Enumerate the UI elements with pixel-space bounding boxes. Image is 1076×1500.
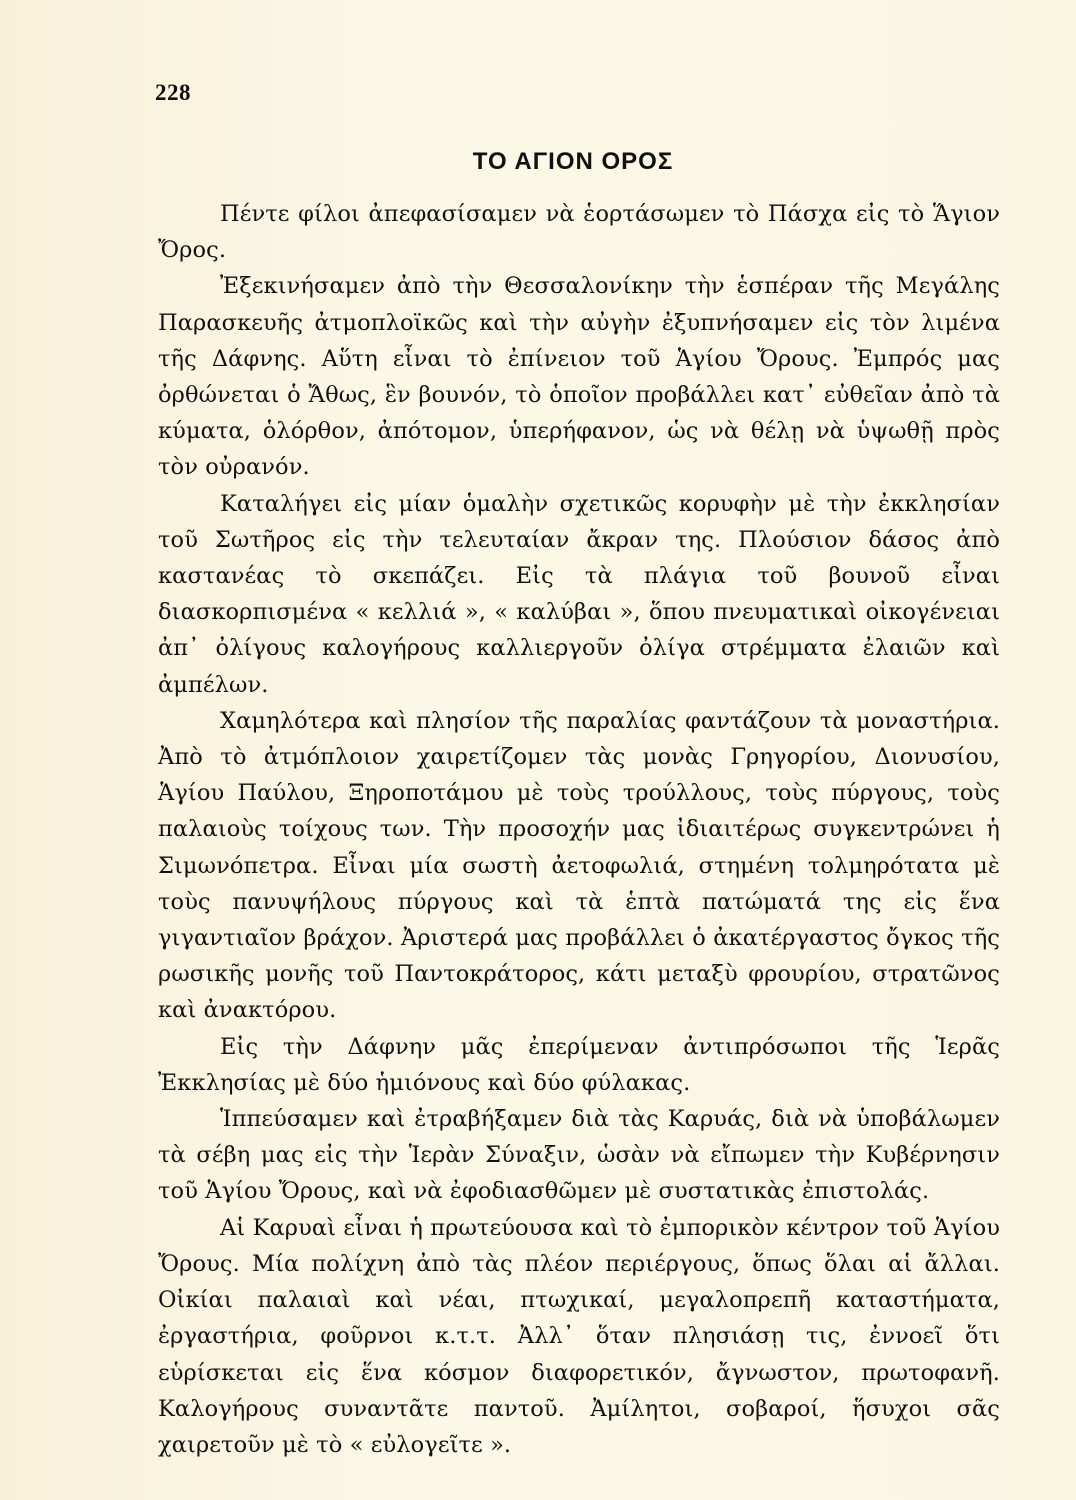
- paragraph: Χαμηλότερα καὶ πλησίον τῆς παραλίας φαντάζουν τὰ μοναστήρια. Ἀπὸ τὸ ἀτμόπλοιον χαιρετίζομεν τὰς μονὰς Γρηγορίου, Διονυσίου, Ἁγίου Παύλου, Ξηροποτάμου μὲ τοὺς τρούλλους, τοὺς πύργους, τοὺς παλαιοὺς τοίχους των. Τὴν προσοχήν μας ἰδιαιτέρως συγκεντρώνει ἡ Σιμωνόπετρα. Εἶναι μία σωστὴ ἀετοφωλιά, στημένη τολμηρότατα μὲ τοὺς πανυψήλους πύργους καὶ τὰ ἑπτὰ πατώματά της εἰς ἕνα γιγαντιαῖον βράχον. Ἀριστερά μας προβάλλει ὁ ἀκατέργαστος ὄγκος τῆς ρωσικῆς μονῆς τοῦ Παντοκράτορος, κάτι μεταξὺ φρουρίου, στρατῶνος καὶ ἀνακτόρου.: [158, 707, 1000, 1024]
- paragraph: Αἱ Καρυαὶ εἶναι ἡ πρωτεύουσα καὶ τὸ ἐμπορικὸν κέντρον τοῦ Ἁγίου Ὄρους. Μία πολίχνη ἀπὸ τὰς πλέον περιέργους, ὅπως ὅλαι αἱ ἄλλαι. Οἰκίαι παλαιαὶ καὶ νέαι, πτωχικαί, μεγαλοπρεπῆ καταστήματα, ἐργαστήρια, φοῦρνοι κ.τ.τ. Ἀλλ᾽ ὅταν πλησιάσῃ τις, ἐννοεῖ ὅτι εὑρίσκεται εἰς ἕνα κόσμον διαφορετικόν, ἄγνωστον, πρωτοφανῆ. Καλογήρους συναντᾶτε παντοῦ. Ἀμίλητοι, σοβαροί, ἥσυχοι σᾶς χαιρετοῦν μὲ τὸ « εὐλογεῖτε ».: [158, 1214, 1000, 1458]
- paragraph: Πέντε φίλοι ἀπεφασίσαμεν νὰ ἑορτάσωμεν τὸ Πάσχα εἰς τὸ Ἅγιον Ὄρος.: [158, 201, 1000, 264]
- paragraph: Ἱππεύσαμεν καὶ ἐτραβήξαμεν διὰ τὰς Καρυάς, διὰ νὰ ὑποβάλωμεν τὰ σέβη μας εἰς τὴν Ἱερὰν Σύναξιν, ὡσὰν νὰ εἴπωμεν τὴν Κυβέρνησιν τοῦ Ἁγίου Ὄρους, καὶ νὰ ἐφοδιασθῶμεν μὲ συστατικὰς ἐπιστολάς.: [158, 1106, 1000, 1205]
- paragraph: Καταλήγει εἰς μίαν ὁμαλὴν σχετικῶς κορυφὴν μὲ τὴν ἐκκλησίαν τοῦ Σωτῆρος εἰς τὴν τελευταίαν ἄκραν της. Πλούσιον δάσος ἀπὸ καστανέας τὸ σκεπάζει. Εἰς τὰ πλάγια τοῦ βουνοῦ εἶναι διασκορπισμένα « κελλιά », « καλύβαι », ὅπου πνευματικαὶ οἰκογένειαι ἀπ᾽ ὀλίγους καλογήρους καλλιεργοῦν ὀλίγα στρέμματα ἐλαιῶν καὶ ἀμπέλων.: [158, 490, 1000, 698]
- body-text: [158, 196, 1000, 1463]
- chapter-title: ΤΟ ΑΓΙΟΝ ΟΡΟΣ: [472, 148, 674, 175]
- paragraph: Ἐξεκινήσαμεν ἀπὸ τὴν Θεσσαλονίκην τὴν ἑσπέραν τῆς Μεγάλης Παρασκευῆς ἀτμοπλοϊκῶς καὶ τὴν αὐγὴν ἐξυπνήσαμεν εἰς τὸν λιμένα τῆς Δάφνης. Αὕτη εἶναι τὸ ἐπίνειον τοῦ Ἁγίου Ὄρους. Ἐμπρός μας ὀρθώνεται ὁ Ἄθως, ἓν βουνόν, τὸ ὁποῖον προβάλλει κατ᾽ εὐθεῖαν ἀπὸ τὰ κύματα, ὁλόρθον, ἀπότομον, ὑπερήφανον, ὡς νὰ θέλῃ νὰ ὑψωθῇ πρὸς τὸν οὐρανόν.: [158, 273, 1000, 481]
- paragraph: Εἰς τὴν Δάφνην μᾶς ἐπερίμεναν ἀντιπρόσωποι τῆς Ἱερᾶς Ἐκκλησίας μὲ δύο ἡμιόνους καὶ δύο φύλακας.: [158, 1033, 1000, 1096]
- page-number: 228: [155, 80, 191, 105]
